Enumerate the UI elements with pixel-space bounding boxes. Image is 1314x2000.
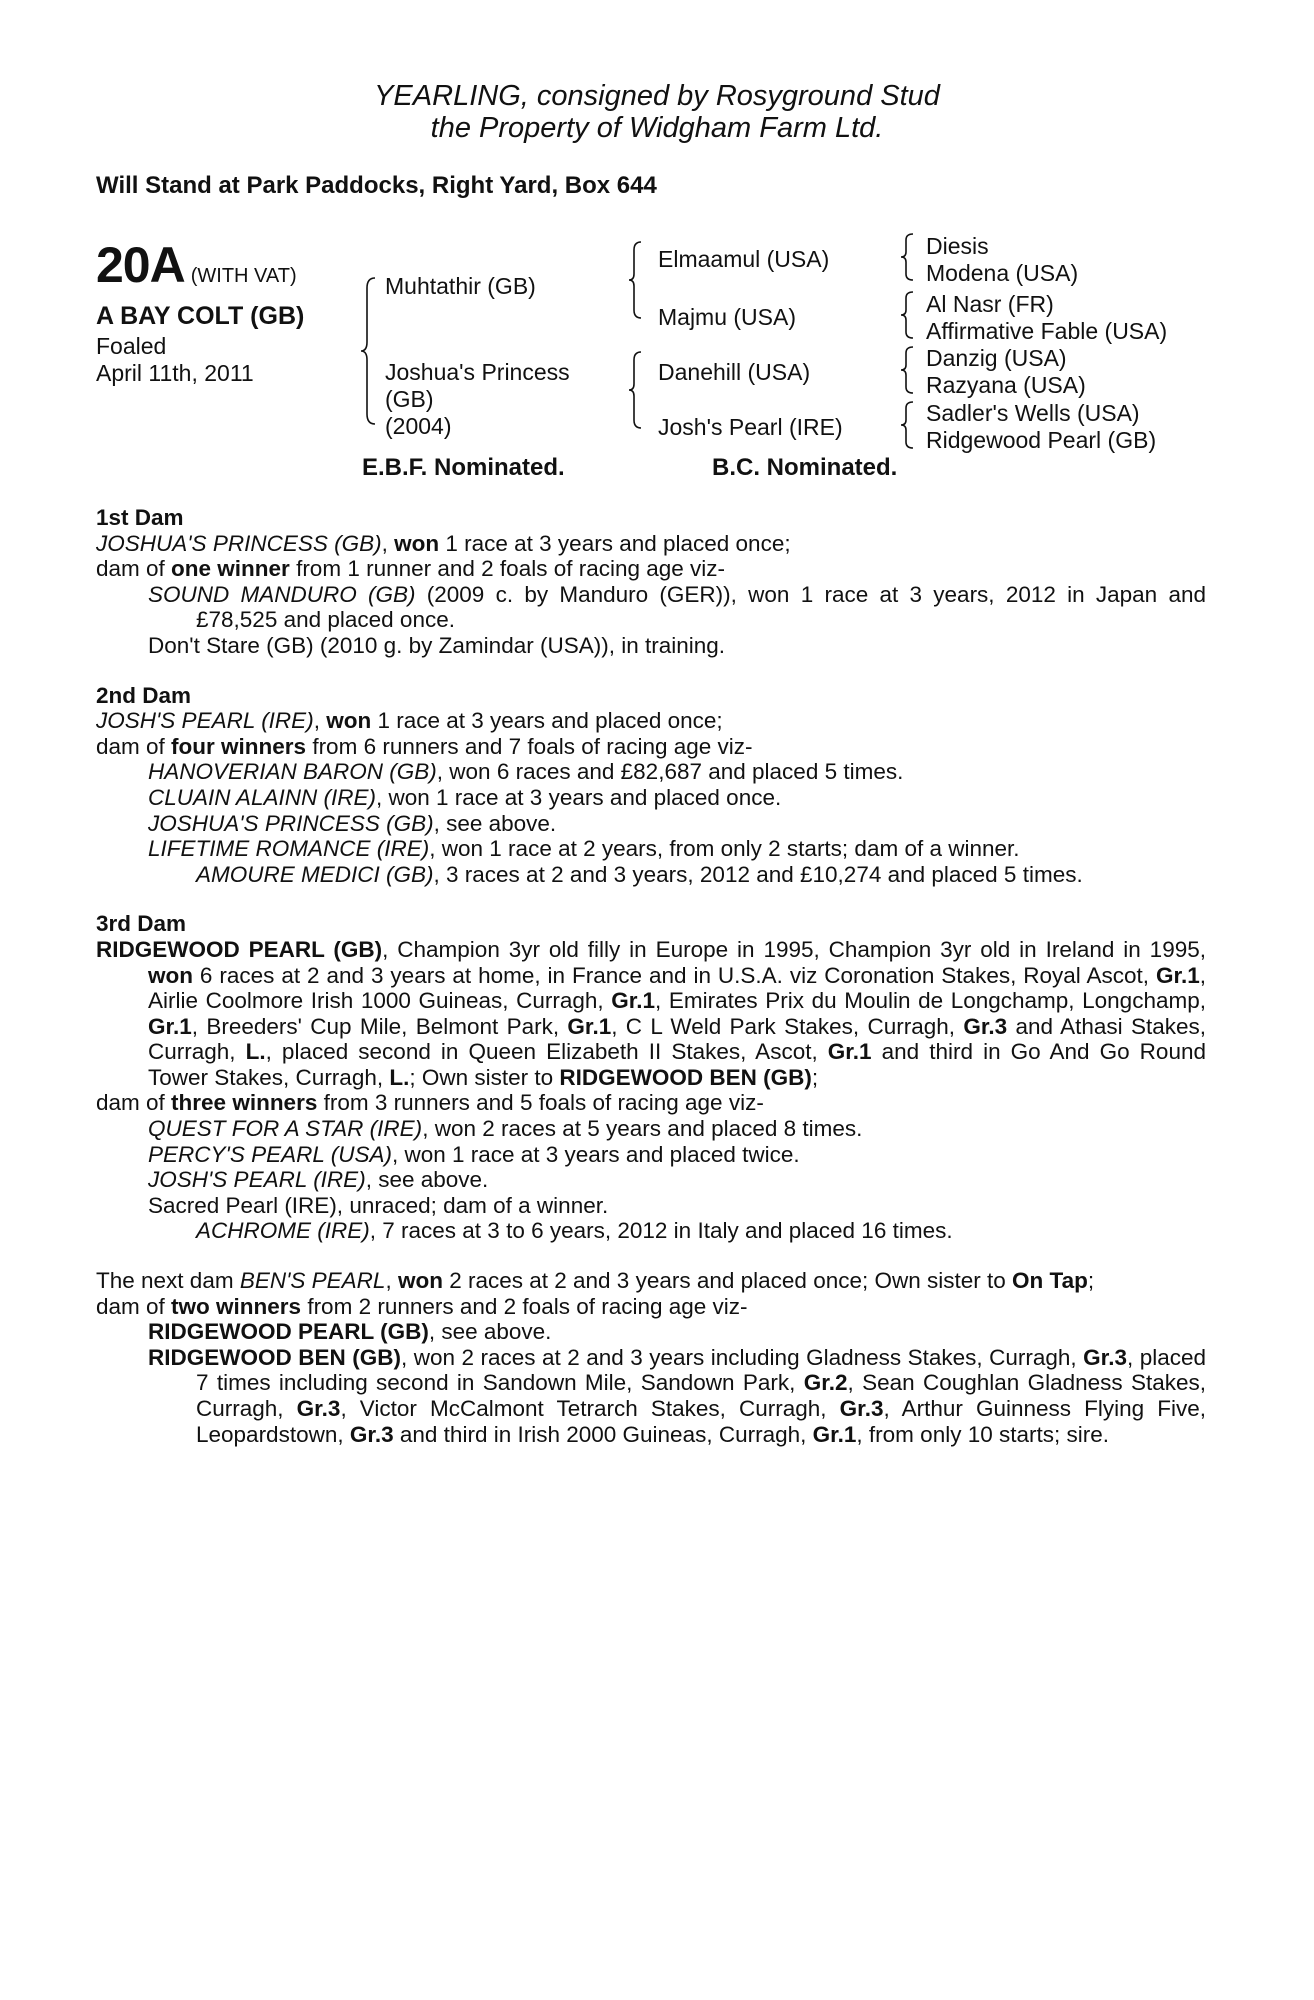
second-dam-grandprogeny-1: AMOURE MEDICI (GB), 3 races at 2 and 3 years, 2012 and £10,274 and placed 5 times. xyxy=(196,861,1083,887)
pedigree-brace-dd xyxy=(900,400,916,450)
second-dam-progeny-3: JOSHUA'S PRINCESS (GB), see above. xyxy=(148,810,557,836)
third-dam-progeny-1: QUEST FOR A STAR (IRE), won 2 races at 5 years and placed 8 times. xyxy=(148,1116,863,1142)
pedigree-dam-line-1: Joshua's Princess xyxy=(385,359,570,385)
third-dam-record: RIDGEWOOD PEARL (GB), Champion 3yr old filly in Europe in 1995, Champion 3yr old in Ireland in 1995, won 6 races at 2 and 3 years at home, in France and in U.S.A. viz Coronation Stakes, Royal Ascot, Gr.1, Airlie Coolmore Irish 1000 Guineas, Curragh, Gr.1, Emirates Prix du Moulin de Longchamp, Longchamp, Gr.1, Breeders' Cup Mile, Belmont Park, Gr.1, C L Weld Park Stakes, Curragh, Gr.3 and Athasi Stakes, Curragh, L., placed second in Queen Elizabeth II Stakes, Ascot, Gr.1 and third in Go And Go Round Tower Stakes, Curragh, L.; Own sister to RIDGEWOOD BEN (GB); xyxy=(96,936,1207,1090)
next-dam-progeny-2: RIDGEWOOD BEN (GB), won 2 races at 2 and 3 years including Gladness Stakes, Curragh, Gr.3, placed 7 times including second in Sandown Mile, Sandown Park, Gr.2, Sean Coughlan Gladness Stakes, Curragh, Gr.3, Victor McCalmont Tetrarch Stakes, Curragh, Gr.3, Arthur Guinness Flying Five, Leopardstown, Gr.3 and third in Irish 2000 Guineas, Curragh, Gr.1, from only 10 starts; sire. xyxy=(148,1344,1207,1447)
second-dam-progeny-1: HANOVERIAN BARON (GB), won 6 races and £82,687 and placed 5 times. xyxy=(148,759,904,785)
second-dam-record: JOSH'S PEARL (IRE), won 1 race at 3 years and placed once; xyxy=(96,708,723,734)
third-dam-heading: 3rd Dam xyxy=(96,911,187,937)
pedigree-ss-sire: Diesis xyxy=(926,233,989,259)
lot-description: A BAY COLT (GB) xyxy=(96,302,305,330)
pedigree-sire: Muhtathir (GB) xyxy=(385,273,536,299)
bc-nomination: B.C. Nominated. xyxy=(712,454,898,481)
stand-location: Will Stand at Park Paddocks, Right Yard, Box 644 xyxy=(96,172,657,199)
second-dam-produce: dam of four winners from 6 runners and 7 foals of racing age viz- xyxy=(96,733,753,759)
foaled-label: Foaled xyxy=(96,333,167,359)
pedigree-ds-sire: Danzig (USA) xyxy=(926,345,1067,371)
lot-number-block xyxy=(96,236,297,294)
next-dam-record: The next dam BEN'S PEARL, won 2 races at 2 and 3 years and placed once; Own sister to On Tap; xyxy=(96,1268,1095,1294)
pedigree-brace-ds xyxy=(900,345,916,395)
pedigree-dam-sire: Danehill (USA) xyxy=(658,359,811,385)
pedigree-brace-dam xyxy=(628,350,644,430)
pedigree-brace-sire xyxy=(628,240,644,320)
pedigree-dd-sire: Sadler's Wells (USA) xyxy=(926,400,1140,426)
pedigree-brace-main xyxy=(360,276,378,426)
first-dam-produce: dam of one winner from 1 runner and 2 foals of racing age viz- xyxy=(96,556,726,582)
foaled-date: April 11th, 2011 xyxy=(96,360,254,386)
vat-note: (WITH VAT) xyxy=(190,265,297,287)
first-dam-record: JOSHUA'S PRINCESS (GB), won 1 race at 3 years and placed once; xyxy=(96,530,791,556)
header-line-1: YEARLING, consigned by Rosyground Stud xyxy=(374,80,940,112)
pedigree-brace-ss xyxy=(900,232,916,282)
header-line-2: the Property of Widgham Farm Ltd. xyxy=(430,112,884,144)
pedigree-dd-dam: Ridgewood Pearl (GB) xyxy=(926,427,1157,453)
second-dam-progeny-4: LIFETIME ROMANCE (IRE), won 1 race at 2 years, from only 2 starts; dam of a winner. xyxy=(148,836,1020,862)
next-dam-progeny-1: RIDGEWOOD PEARL (GB), see above. xyxy=(148,1319,552,1345)
second-dam-progeny-2: CLUAIN ALAINN (IRE), won 1 race at 3 years and placed once. xyxy=(148,784,782,810)
first-dam-progeny-2: Don't Stare (GB) (2010 g. by Zamindar (USA)), in training. xyxy=(148,632,726,658)
first-dam-progeny-1: SOUND MANDURO (GB) (2009 c. by Manduro (GER)), won 1 race at 3 years, 2012 in Japan and £78,525 and placed once. xyxy=(148,581,1206,633)
third-dam-progeny-2: PERCY'S PEARL (USA), won 1 race at 3 years and placed twice. xyxy=(148,1141,800,1167)
pedigree-ss-dam: Modena (USA) xyxy=(926,260,1079,286)
third-dam-grandprogeny-1: ACHROME (IRE), 7 races at 3 to 6 years, 2012 in Italy and placed 16 times. xyxy=(196,1218,953,1244)
pedigree-notes xyxy=(96,505,1206,1447)
pedigree-dam-line-2: (GB) xyxy=(385,386,434,412)
pedigree-sire-dam: Majmu (USA) xyxy=(658,304,797,330)
third-dam-progeny-4: Sacred Pearl (IRE), unraced; dam of a winner. xyxy=(148,1192,609,1218)
pedigree-brace-sd xyxy=(900,290,916,340)
pedigree-dam-line-3: (2004) xyxy=(385,413,452,439)
pedigree-sd-dam: Affirmative Fable (USA) xyxy=(926,318,1168,344)
ebf-nomination: E.B.F. Nominated. xyxy=(362,454,565,481)
pedigree-sd-sire: Al Nasr (FR) xyxy=(926,291,1054,317)
pedigree-sire-sire: Elmaamul (USA) xyxy=(658,246,830,272)
first-dam-heading: 1st Dam xyxy=(96,505,184,530)
next-dam-produce: dam of two winners from 2 runners and 2 foals of racing age viz- xyxy=(96,1293,748,1319)
pedigree-dam-dam: Josh's Pearl (IRE) xyxy=(658,414,843,440)
second-dam-heading: 2nd Dam xyxy=(96,682,192,708)
third-dam-produce: dam of three winners from 3 runners and 5 foals of racing age viz- xyxy=(96,1090,764,1116)
third-dam-progeny-3: JOSH'S PEARL (IRE), see above. xyxy=(148,1167,489,1193)
lot-number: 20A xyxy=(96,237,185,293)
pedigree-ds-dam: Razyana (USA) xyxy=(926,372,1086,398)
